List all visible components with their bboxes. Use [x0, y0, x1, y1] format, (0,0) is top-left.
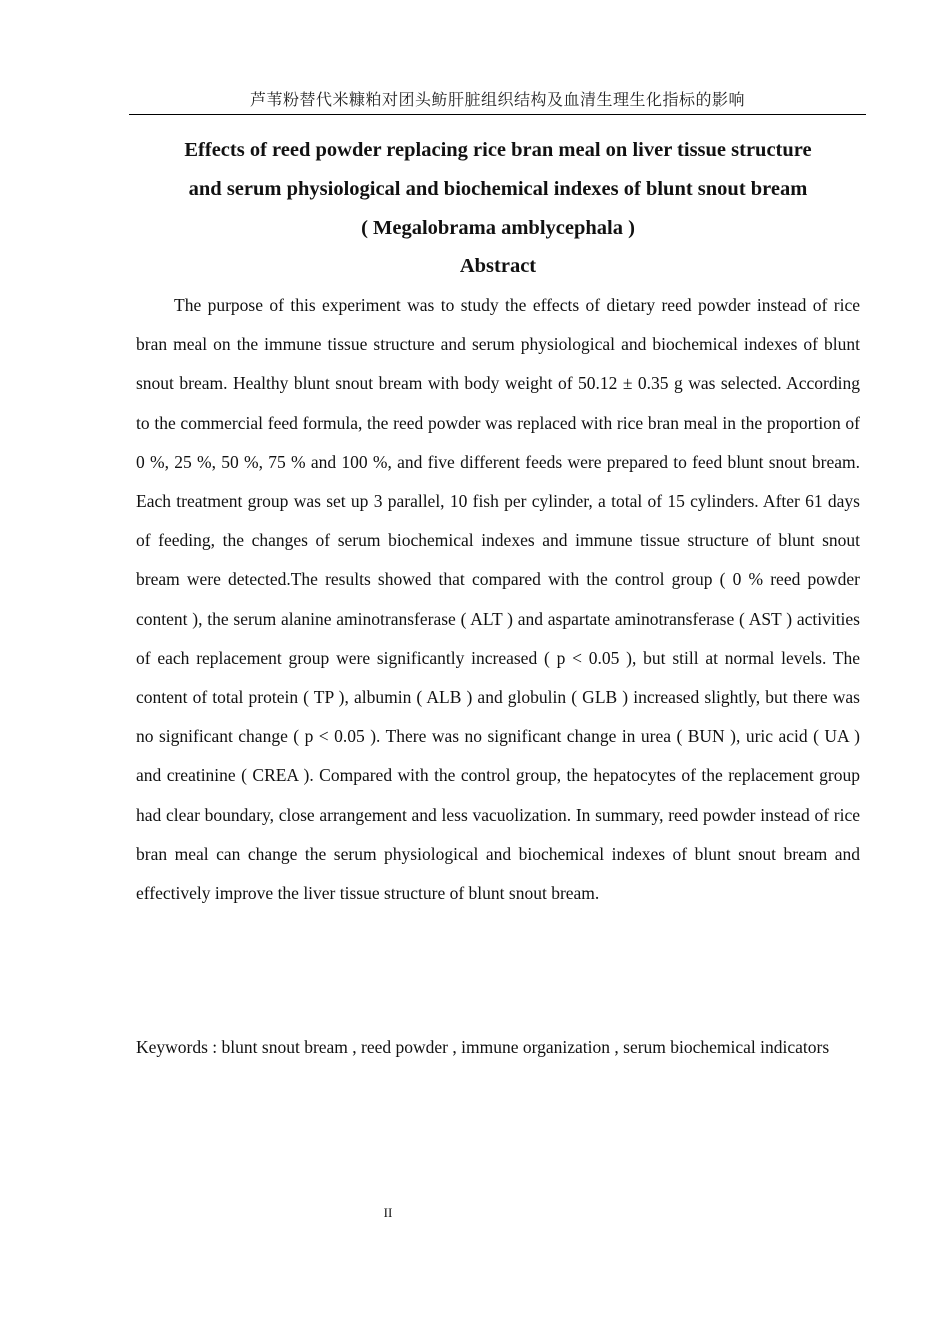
abstract-heading: Abstract	[459, 255, 537, 277]
running-header: 芦苇粉替代米糠粕对团头鲂肝脏组织结构及血清生理生化指标的影响	[129, 86, 866, 115]
paper-title-line-3: ( Megalobrama amblycephala )	[361, 217, 635, 239]
paper-title	[136, 131, 860, 248]
paper-title-line-2: and serum physiological and biochemical indexes of blunt snout bream	[188, 178, 808, 200]
paper-title-line-1: Effects of reed powder replacing rice bran meal on liver tissue structure	[184, 139, 812, 161]
keywords: Keywords : blunt snout bream , reed powder , immune organization , serum biochemical indicators	[136, 1037, 830, 1057]
page-number: II	[383, 1205, 393, 1220]
abstract-body: The purpose of this experiment was to study the effects of dietary reed powder instead of rice bran meal on the immune tissue structure and serum physiological and biochemical indexes of blunt snout bream. Healthy blunt snout bream with body weight of 50.12 ± 0.35 g was selected. According to the commercial feed formula, the reed powder was replaced with rice bran meal in the proportion of 0 %, 25 %, 50 %, 75 % and 100 %, and five different feeds were prepared to feed blunt snout bream. Each treatment group was set up 3 parallel, 10 fish per cylinder, a total of 15 cylinders. After 61 days of feeding, the changes of serum biochemical indexes and immune tissue structure of blunt snout bream were detected.The results showed that compared with the control group ( 0 % reed powder content ), the serum alanine aminotransferase ( ALT ) and aspartate aminotransferase ( AST ) activities of each replacement group were significantly increased ( p < 0.05 ), but still at normal levels. The content of total protein ( TP ), albumin ( ALB ) and globulin ( GLB ) increased slightly, but there was no significant change ( p < 0.05 ). There was no significant change in urea ( BUN ), uric acid ( UA ) and creatinine ( CREA ). Compared with the control group, the hepatocytes of the replacement group had clear boundary, close arrangement and less vacuolization. In summary, reed powder instead of rice bran meal can change the serum physiological and biochemical indexes of blunt snout bream and effectively improve the liver tissue structure of blunt snout bream.	[136, 295, 860, 904]
